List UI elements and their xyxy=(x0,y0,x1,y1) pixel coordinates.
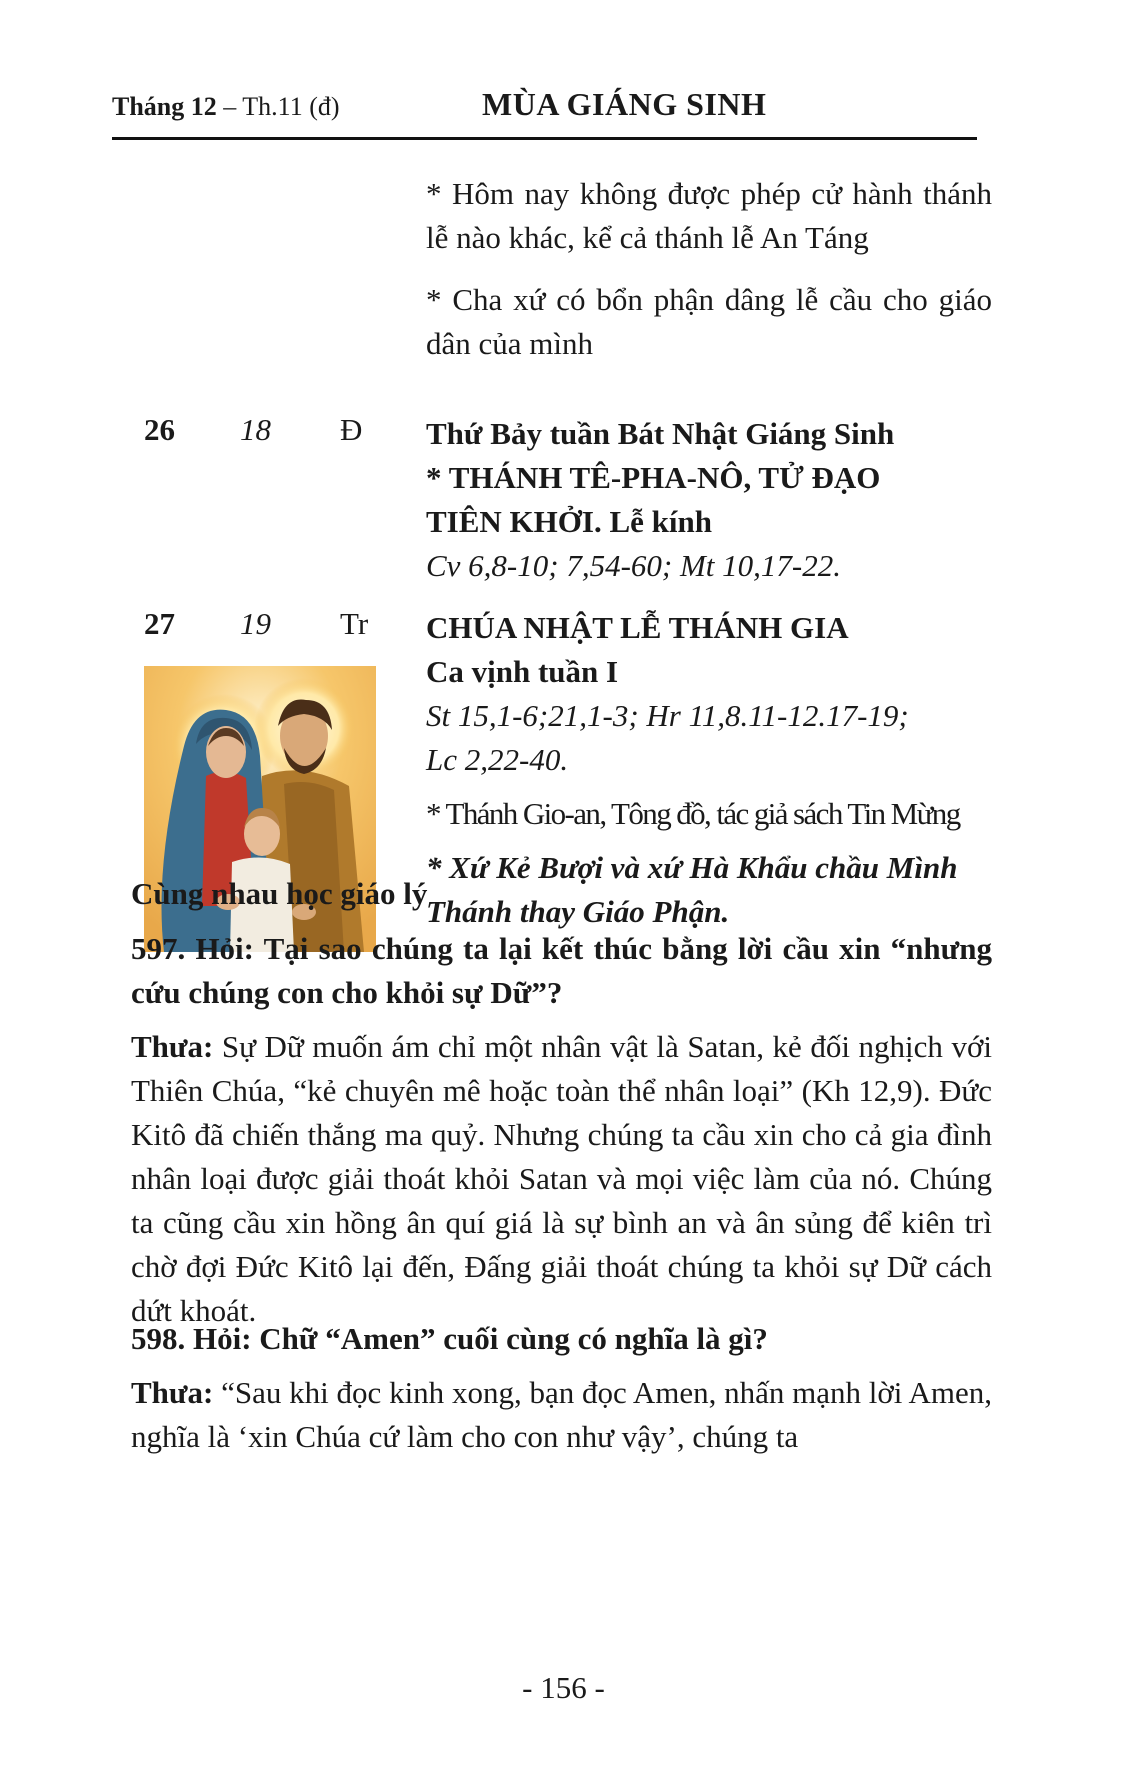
entry-title: Thứ Bảy tuần Bát Nhật Giáng Sinh xyxy=(426,416,895,451)
entry-body xyxy=(426,412,992,588)
question-597: 597. Hỏi: Tại sao chúng ta lại kết thúc bằng lời cầu xin “nhưng cứu chúng con cho khỏi sự Dữ”? xyxy=(131,931,992,1010)
answer-text: Sự Dữ muốn ám chỉ một nhân vật là Satan, kẻ đối nghịch với Thiên Chúa, “kẻ chuyên mê hoặc toàn thể nhân loại” (Kh 12,9). Đức Kitô đã chiến thắng ma quỷ. Nhưng chúng ta cầu xin cho cả gia đình nhân loại được giải thoát khỏi Satan và mọi việc làm của nó. Chúng ta cũng cầu xin hồng ân quí giá là sự bình an và ân sủng để kiên trì chờ đợi Đức Kitô lại đến, Đấng giải thoát chúng ta khỏi sự Dữ cách dứt khoát. xyxy=(131,1029,992,1328)
answer-598 xyxy=(131,1371,992,1459)
header-divider xyxy=(112,137,977,140)
season-title: MÙA GIÁNG SINH xyxy=(482,86,767,122)
note-text: * Cha xứ có bổn phận dâng lễ cầu cho giáo dân của mình xyxy=(426,282,992,361)
readings: Lc 2,22-40. xyxy=(426,742,569,777)
question-598: 598. Hỏi: Chữ “Amen” cuối cùng có nghĩa là gì? xyxy=(131,1321,768,1356)
liturgical-color: Đ xyxy=(340,412,363,447)
adoration-note: * Xứ Kẻ Bượi và xứ Hà Khẩu chầu Mình xyxy=(426,850,958,885)
question-597-block xyxy=(131,927,992,1333)
catechism-heading-block xyxy=(131,872,992,916)
entry-title: CHÚA NHẬT LỄ THÁNH GIA xyxy=(426,610,849,645)
lunar-day: 18 xyxy=(240,412,271,447)
readings: St 15,1-6;21,1-3; Hr 11,8.11-12.17-19; xyxy=(426,698,909,733)
readings: Cv 6,8-10; 7,54-60; Mt 10,17-22. xyxy=(426,548,841,583)
adoration-note: Thánh thay Giáo Phận. xyxy=(426,894,730,929)
feast-line: TIÊN KHỞI. Lễ kính xyxy=(426,504,712,539)
answer-label: Thưa: xyxy=(131,1029,214,1064)
day-number: 26 xyxy=(144,412,175,447)
page-header xyxy=(112,86,977,136)
month-indicator xyxy=(112,92,340,122)
answer-597 xyxy=(131,1025,992,1333)
saint-note: * Thánh Gio-an, Tông đồ, tác giả sách Tin Mừng xyxy=(426,796,960,831)
answer-text: “Sau khi đọc kinh xong, bạn đọc Amen, nhấn mạnh lời Amen, nghĩa là ‘xin Chúa cứ làm cho con như vậy’, chúng ta xyxy=(131,1375,992,1454)
answer-label: Thưa: xyxy=(131,1375,214,1410)
question-598-block xyxy=(131,1317,992,1459)
liturgical-color: Tr xyxy=(340,606,369,641)
day-number: 27 xyxy=(144,606,175,641)
catechism-heading: Cùng nhau học giáo lý xyxy=(131,876,428,911)
month-sub: – Th.11 (đ) xyxy=(216,92,340,121)
month-label: Tháng 12 xyxy=(112,92,217,121)
feast-line: * THÁNH TÊ-PHA-NÔ, TỬ ĐẠO xyxy=(426,460,881,495)
continued-notes xyxy=(426,172,992,384)
lunar-day: 19 xyxy=(240,606,271,641)
entry-subtitle: Ca vịnh tuần I xyxy=(426,654,619,689)
note-text: * Hôm nay không được phép cử hành thánh lễ nào khác, kể cả thánh lễ An Táng xyxy=(426,176,992,255)
page-number: - 156 - xyxy=(522,1670,605,1705)
